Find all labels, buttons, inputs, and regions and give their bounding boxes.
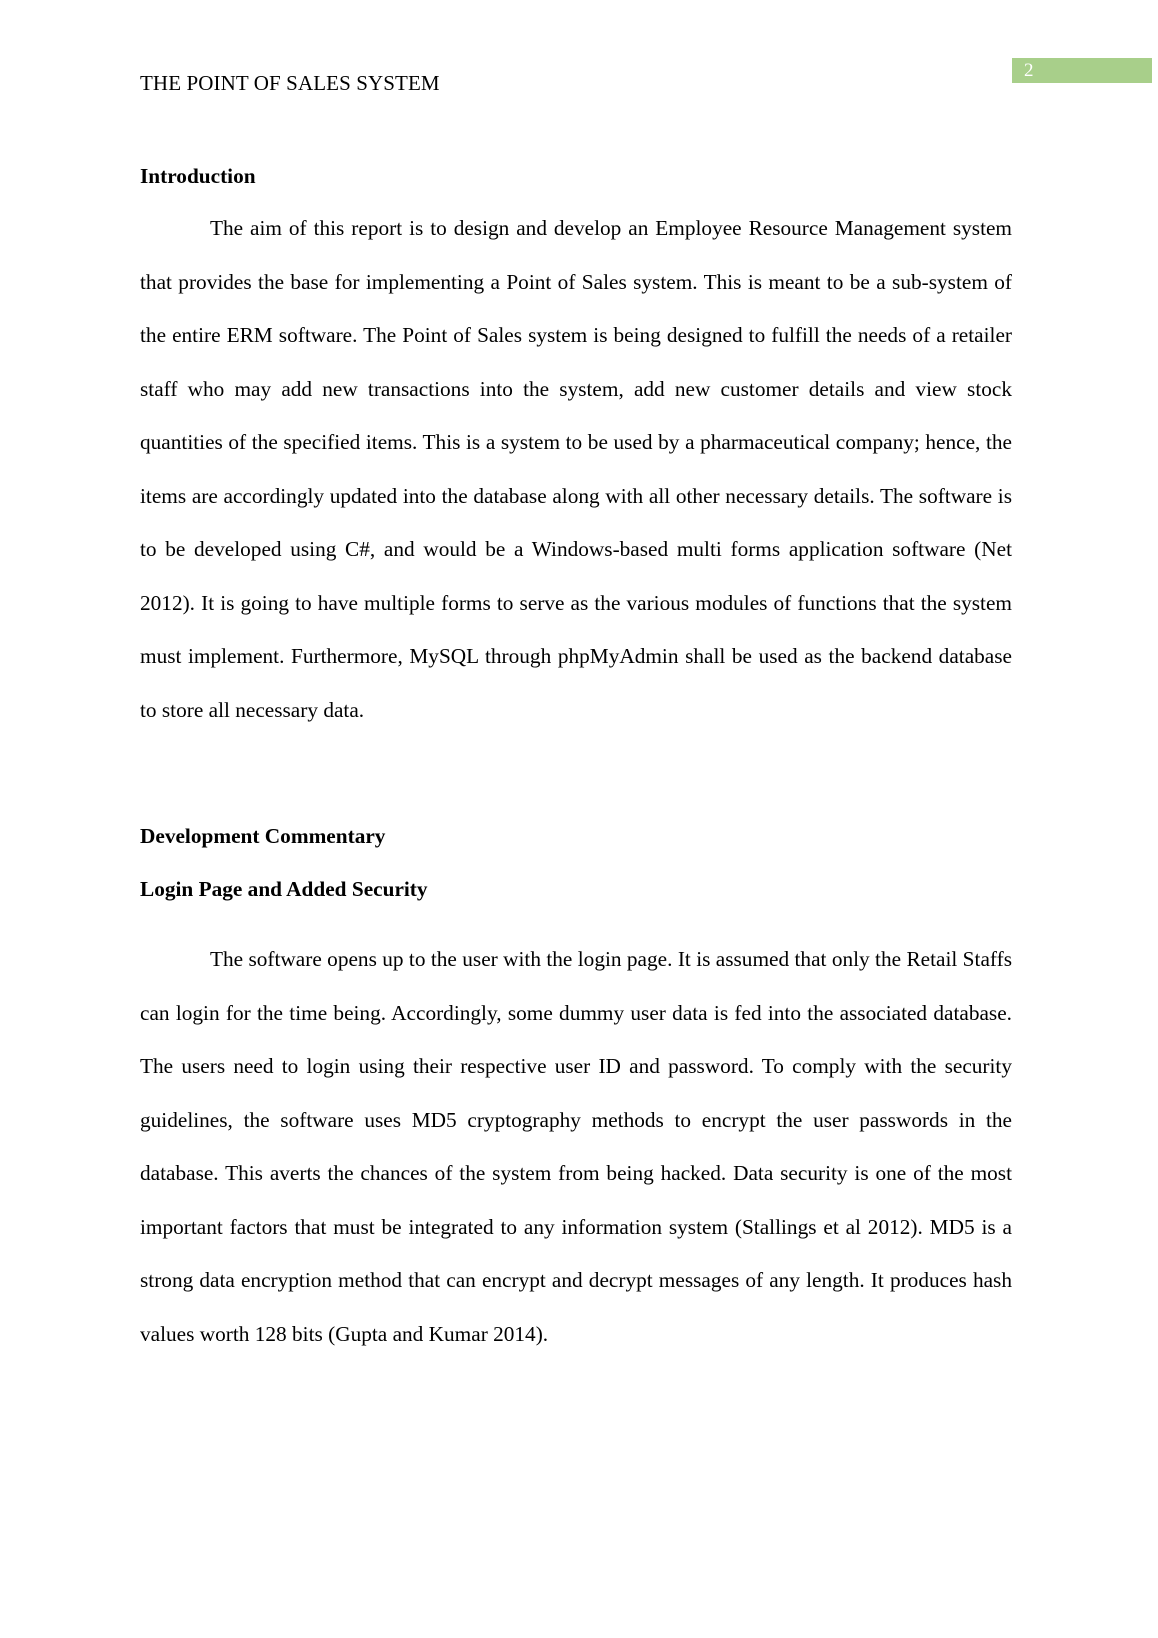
- development-commentary-heading: Development Commentary: [140, 824, 386, 848]
- login-security-paragraph: The software opens up to the user with the login page. It is assumed that only the Retail Staffs can login for the time being. Accordingly, some dummy user data is fed into the associated database. The users need to login using their respective user ID and password. To comply with the security guidelines, the software uses MD5 cryptography methods to encrypt the user passwords in the database. This averts the chances of the system from being hacked. Data security is one of the most important factors that must be integrated to any information system (Stallings et al 2012). MD5 is a strong data encryption method that can encrypt and decrypt messages of any length. It produces hash values worth 128 bits (Gupta and Kumar 2014).: [140, 947, 1012, 1346]
- introduction-heading: Introduction: [140, 164, 256, 188]
- page-number: 2: [1024, 60, 1034, 81]
- login-security-heading: Login Page and Added Security: [140, 877, 428, 901]
- introduction-paragraph: The aim of this report is to design and develop an Employee Resource Management system that provides the base for implementing a Point of Sales system. This is meant to be a sub-system of the entire ERM software. The Point of Sales system is being designed to fulfill the needs of a retailer staff who may add new transactions into the system, add new customer details and view stock quantities of the specified items. This is a system to be used by a pharmaceutical company; hence, the items are accordingly updated into the database along with all other necessary details. The software is to be developed using C#, and would be a Windows-based multi forms application software (Net 2012). It is going to have multiple forms to serve as the various modules of functions that the system must implement. Furthermore, MySQL through phpMyAdmin shall be used as the backend database to store all necessary data.: [140, 216, 1012, 722]
- running-head: THE POINT OF SALES SYSTEM: [140, 71, 440, 95]
